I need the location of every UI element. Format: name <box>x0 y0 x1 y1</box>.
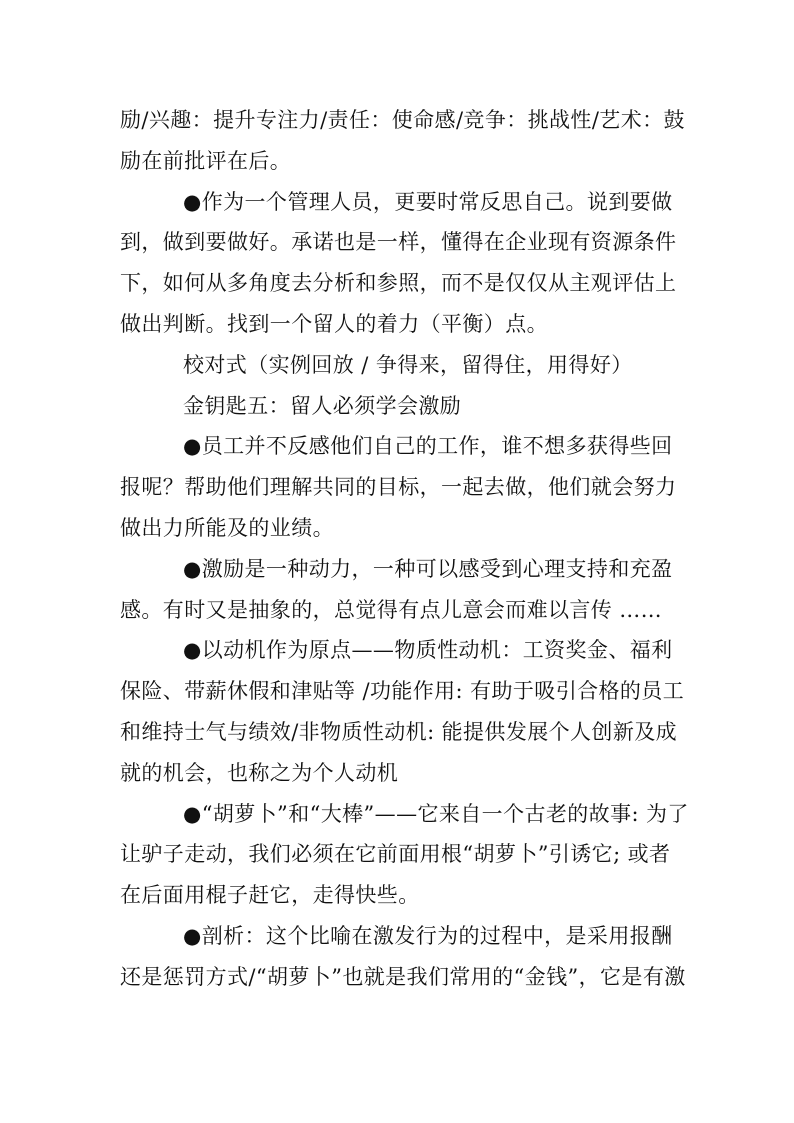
text-line-5: 下，如何从多角度去分析和参照，而不是仅仅从主观评估上 <box>120 271 677 296</box>
text-line-8: 金钥匙五：留人必须学会激励 <box>183 393 462 418</box>
text-line-17: 就的机会，也称之为个人动机 <box>120 760 399 785</box>
text-line-4: 到，做到要做好。承诺也是一样，懂得在企业现有资源条件 <box>120 230 677 255</box>
text-line-7: 校对式（实例回放 / 争得来，留得住，用得好） <box>183 352 633 377</box>
text-line-22: 还是惩罚方式/“胡萝卜”也就是我们常用的“金钱”，它是有激 <box>120 964 686 989</box>
text-line-13: 感。有时又是抽象的，总觉得有点儿意会而难以言传 …… <box>120 597 663 622</box>
text-line-14: ●以动机作为原点——物质性动机：工资奖金、福利 <box>183 638 673 663</box>
text-line-10: 报呢？帮助他们理解共同的目标，一起去做，他们就会努力 <box>120 475 677 500</box>
text-line-6: 做出判断。找到一个留人的着力（平衡）点。 <box>120 312 548 336</box>
text-line-16: 和维持士气与绩效/非物质性动机: 能提供发展个人创新及成 <box>120 720 678 744</box>
text-line-2: 励在前批评在后。 <box>120 148 292 173</box>
text-line-1: 励/兴趣：提升专注力/责任：使命感/竞争：挑战性/艺术：鼓 <box>120 108 685 132</box>
text-line-18: ●“胡萝卜”和“大棒”——它来自一个古老的故事: 为了 <box>183 801 689 826</box>
text-line-11: 做出力所能及的业绩。 <box>120 516 334 540</box>
text-line-21: ●剖析：这个比喻在激发行为的过程中，是采用报酬 <box>183 924 673 948</box>
text-line-20: 在后面用棍子赶它，走得快些。 <box>120 883 420 908</box>
text-line-3: ●作为一个管理人员，更要时常反思自己。说到要做 <box>183 189 673 214</box>
text-line-12: ●激励是一种动力，一种可以感受到心理支持和充盈 <box>183 556 673 581</box>
text-line-15: 保险、带薪休假和津贴等 /功能作用: 有助于吸引合格的员工 <box>120 679 685 704</box>
text-line-19: 让驴子走动，我们必须在它前面用根“胡萝卜”引诱它; 或者 <box>120 842 671 867</box>
text-line-9: ●员工并不反感他们自己的工作，谁不想多获得些回 <box>183 434 673 459</box>
